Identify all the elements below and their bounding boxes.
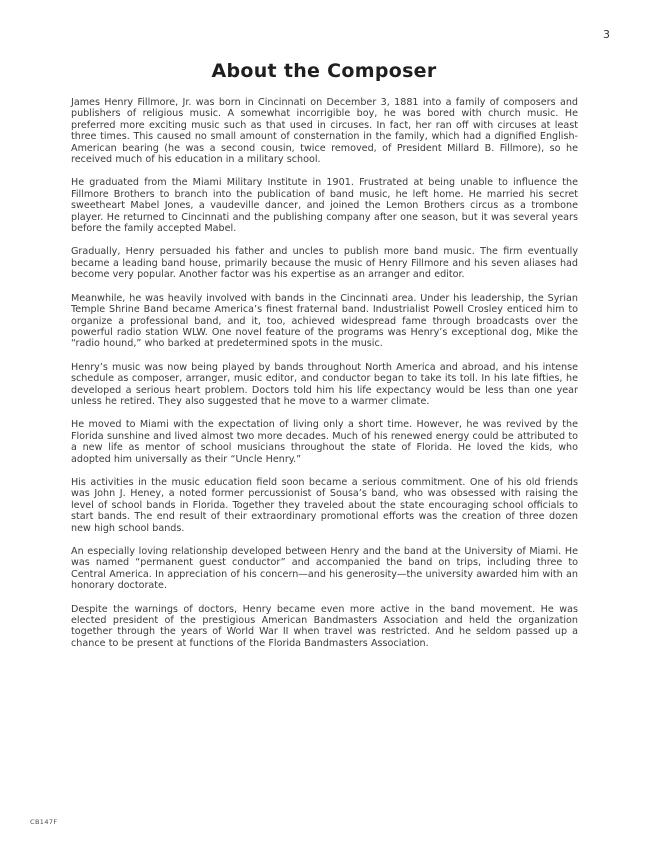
paragraph: James Henry Fillmore, Jr. was born in Cincinnati on December 3, 1881 into a family of composers and publishers of religious music. A somewhat incorrigible boy, he was bored with church music. He preferred more exciting music such as that used in circuses. In fact, her ran off with circuses at least three times. This caused no small amount of consternation in the family, which had a dignified English-American bearing (he was a second cousin, twice removed, of President Millard B. Fillmore), so he received much of his education in a military school. xyxy=(71,97,578,166)
article-body xyxy=(71,97,578,661)
paragraph: Meanwhile, he was heavily involved with bands in the Cincinnati area. Under his leadership, the Syrian Temple Shrine Band became America’s finest fraternal band. Industrialist Powell Crosley enticed him to organize a professional band, and it, too, achieved widespread fame through broadcasts over the powerful radio station WLW. One novel feature of the programs was Henry’s exceptional dog, Mike the “radio hound,” who barked at predetermined spots in the music. xyxy=(71,292,578,350)
paragraph: His activities in the music education field soon became a serious commitment. One of his old friends was John J. Heney, a noted former percussionist of Sousa’s band, who was obsessed with raising the level of school bands in Florida. Together they traveled about the state encouraging school officials to start bands. The end result of their extraordinary promotional efforts was the creation of three dozen new high school bands. xyxy=(71,476,578,534)
page-title: About the Composer xyxy=(211,60,437,82)
catalog-code: CB147F xyxy=(30,818,58,826)
paragraph: He moved to Miami with the expectation of living only a short time. However, he was revived by the Florida sunshine and lived almost two more decades. Much of his renewed energy could be attributed to a new life as mentor of school musicians throughout the state of Florida. He loved the kids, who adopted him universally as their “Uncle Henry.” xyxy=(71,419,578,465)
paragraph: Gradually, Henry persuaded his father and uncles to publish more band music. The firm eventually became a leading band house, primarily because the music of Henry Fillmore and his seven aliases had become very popular. Another factor was his expertise as an arranger and editor. xyxy=(71,246,578,281)
page-number: 3 xyxy=(603,28,610,41)
paragraph: Henry’s music was now being played by bands throughout North America and abroad, and his intense schedule as composer, arranger, music editor, and conductor began to take its toll. In his late fifties, he developed a serious heart problem. Doctors told him his life expectancy would be less than one year unless he retired. They also suggested that he move to a warmer climate. xyxy=(71,361,578,407)
paragraph: Despite the warnings of doctors, Henry became even more active in the band movement. He was elected president of the prestigious American Bandmasters Association and held the organization together through the years of World War II when travel was restricted. And he seldom passed up a chance to be present at functions of the Florida Bandmasters Association. xyxy=(71,603,578,649)
paragraph: An especially loving relationship developed between Henry and the band at the University of Miami. He was named “permanent guest conductor” and accompanied the band on trips, including three to Central America. In appreciation of his concern—and his generosity—the university awarded him with an honorary doctorate. xyxy=(71,546,578,592)
paragraph: He graduated from the Miami Military Institute in 1901. Frustrated at being unable to influence the Fillmore Brothers to branch into the publication of band music, he left home. He married his secret sweetheart Mabel Jones, a vaudeville dancer, and joined the Lemon Brothers circus as a trombone player. He returned to Cincinnati and the publishing company after one season, but it was several years before the family accepted Mabel. xyxy=(71,177,578,235)
